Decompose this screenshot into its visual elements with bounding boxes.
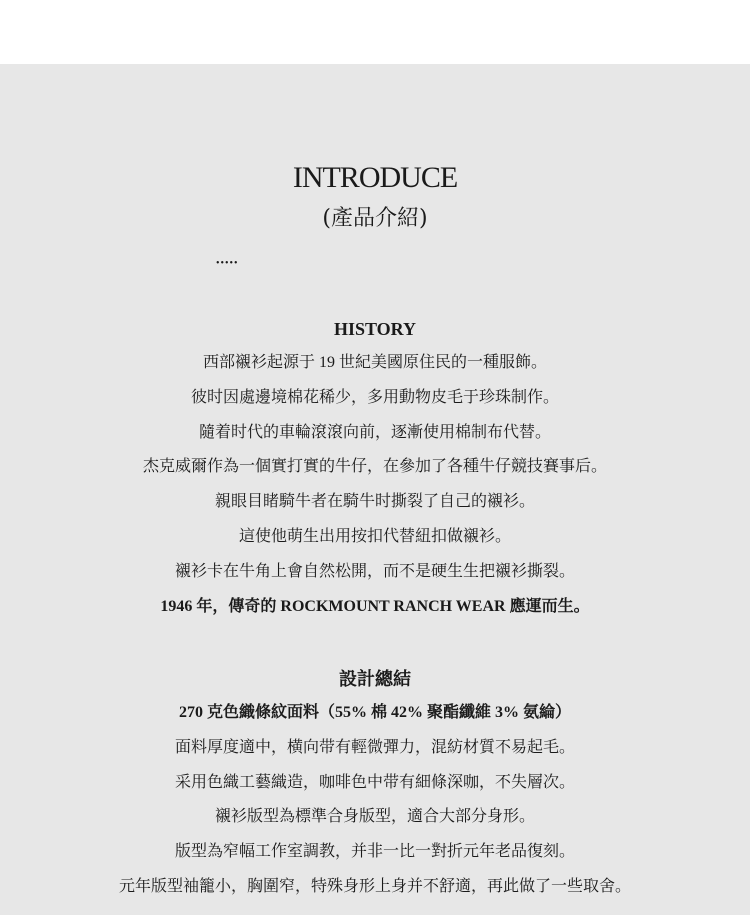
history-line: 這使他萌生出用按扣代替紐扣做襯衫。 xyxy=(238,527,511,545)
history-section xyxy=(0,312,750,624)
history-line: 西部襯衫起源于 19 世紀美國原住民的一種服飾。 xyxy=(202,354,547,371)
history-line: 彼时因處邊境棉花稀少，多用動物皮毛于珍珠制作。 xyxy=(190,388,559,406)
design-line: 襯衫版型為標準合身版型，適合大部分身形。 xyxy=(214,808,535,826)
design-line: 元年版型袖籠小，胸圍窄，特殊身形上身并不舒適，再此做了一些取舍。 xyxy=(118,877,631,895)
design-line: 面料厚度適中，横向带有輕微彈力，混紡材質不易起毛。 xyxy=(174,738,575,756)
decorative-dots: ••••• xyxy=(216,258,239,269)
history-line: 杰克威爾作為一個實打實的牛仔，在參加了各種牛仔競技賽事后。 xyxy=(142,458,607,476)
history-line: 親眼目睹騎牛者在騎牛时撕裂了自己的襯衫。 xyxy=(214,493,535,511)
design-line: 270 克色織條紋面料（55% 棉 42% 聚酯纖維 3% 氨綸） xyxy=(178,704,571,721)
intro-subtitle: (產品介紹) xyxy=(322,206,428,231)
product-intro-panel xyxy=(0,64,750,915)
history-heading: HISTORY xyxy=(333,319,417,339)
history-line: 1946 年，傳奇的 ROCKMOUNT RANCH WEAR 應運而生。 xyxy=(160,597,590,615)
design-section xyxy=(0,662,750,905)
history-line: 隨着时代的車輪滾滾向前，逐漸使用棉制布代替。 xyxy=(198,423,551,441)
design-heading: 設計總結 xyxy=(339,669,411,689)
design-line: 版型為窄幅工作室調教，并非一比一對折元年老品復刻。 xyxy=(174,843,575,861)
design-line: 采用色織工藝織造，咖啡色中带有細條深咖，不失層次。 xyxy=(174,773,575,791)
history-line: 襯衫卡在牛角上會自然松開，而不是硬生生把襯衫撕裂。 xyxy=(174,562,575,580)
intro-title: INTRODUCE xyxy=(292,161,458,194)
